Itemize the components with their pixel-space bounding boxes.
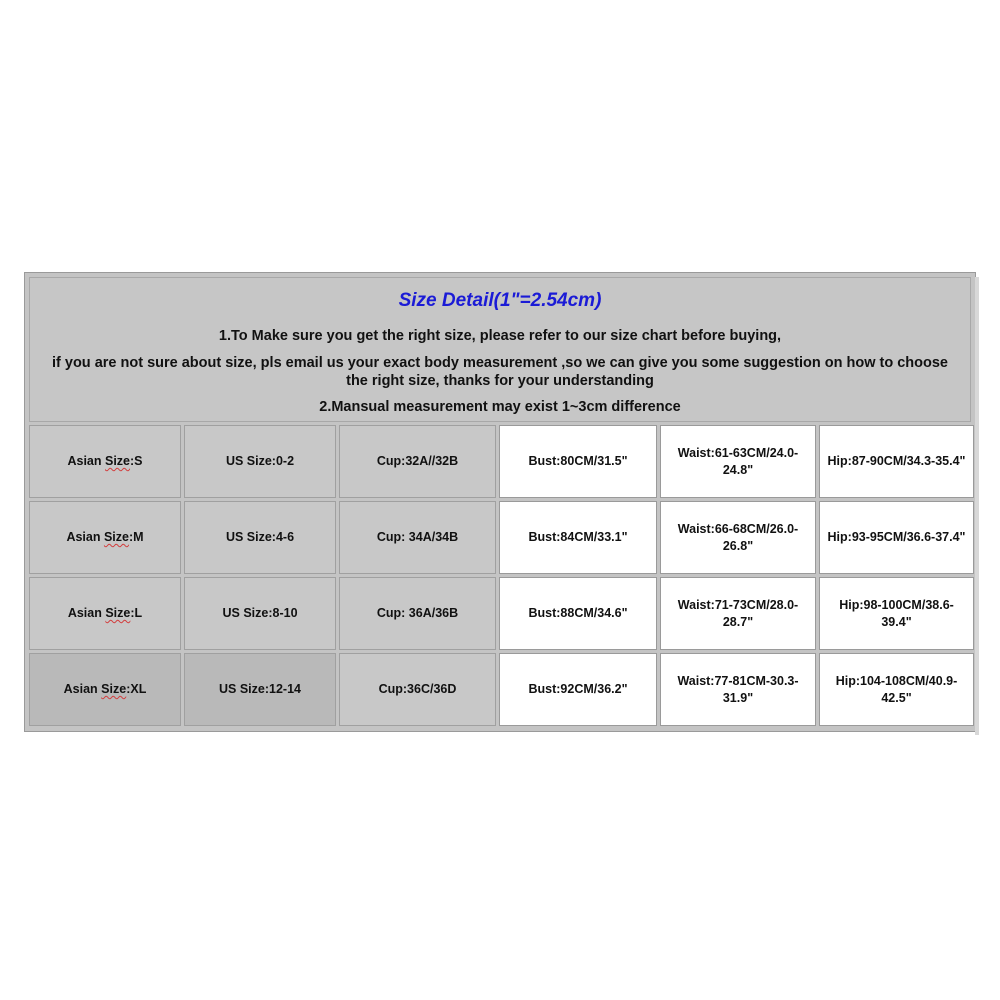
size-chart — [24, 272, 976, 732]
cup-cell: Cup:32A//32B — [339, 425, 496, 498]
hip-cell: Hip:87-90CM/34.3-35.4" — [819, 425, 974, 498]
us-size-cell: US Size:12-14 — [184, 653, 336, 726]
size-note-2: if you are not sure about size, pls email us your exact body measurement ,so we can give you some suggestion on how to choose the right size, thanks for your understanding — [52, 355, 948, 389]
bust-cell: Bust:92CM/36.2" — [499, 653, 657, 726]
size-chart-header — [29, 277, 971, 422]
us-size-cell: US Size:4-6 — [184, 501, 336, 574]
cup-cell: Cup: 34A/34B — [339, 501, 496, 574]
asian-size-cell: Asian Size:XL — [29, 653, 181, 726]
asian-size-cell: Asian Size:L — [29, 577, 181, 650]
hip-cell: Hip:104-108CM/40.9-42.5" — [819, 653, 974, 726]
waist-cell: Waist:61-63CM/24.0-24.8" — [660, 425, 816, 498]
asian-size-cell: Asian Size:S — [29, 425, 181, 498]
us-size-cell: US Size:0-2 — [184, 425, 336, 498]
bust-cell: Bust:88CM/34.6" — [499, 577, 657, 650]
hip-cell: Hip:98-100CM/38.6-39.4" — [819, 577, 974, 650]
cup-cell: Cup:36C/36D — [339, 653, 496, 726]
size-table — [29, 425, 973, 727]
us-size-cell: US Size:8-10 — [184, 577, 336, 650]
size-note-3: 2.Mansual measurement may exist 1~3cm difference — [319, 399, 681, 415]
cup-cell: Cup: 36A/36B — [339, 577, 496, 650]
size-note-1: 1.To Make sure you get the right size, please refer to our size chart before buying, — [218, 328, 782, 344]
waist-cell: Waist:66-68CM/26.0-26.8" — [660, 501, 816, 574]
hip-cell: Hip:93-95CM/36.6-37.4" — [819, 501, 974, 574]
asian-size-cell: Asian Size:M — [29, 501, 181, 574]
waist-cell: Waist:77-81CM-30.3-31.9" — [660, 653, 816, 726]
bust-cell: Bust:84CM/33.1" — [499, 501, 657, 574]
bust-cell: Bust:80CM/31.5" — [499, 425, 657, 498]
waist-cell: Waist:71-73CM/28.0-28.7" — [660, 577, 816, 650]
size-chart-title: Size Detail(1"=2.54cm) — [398, 290, 602, 311]
